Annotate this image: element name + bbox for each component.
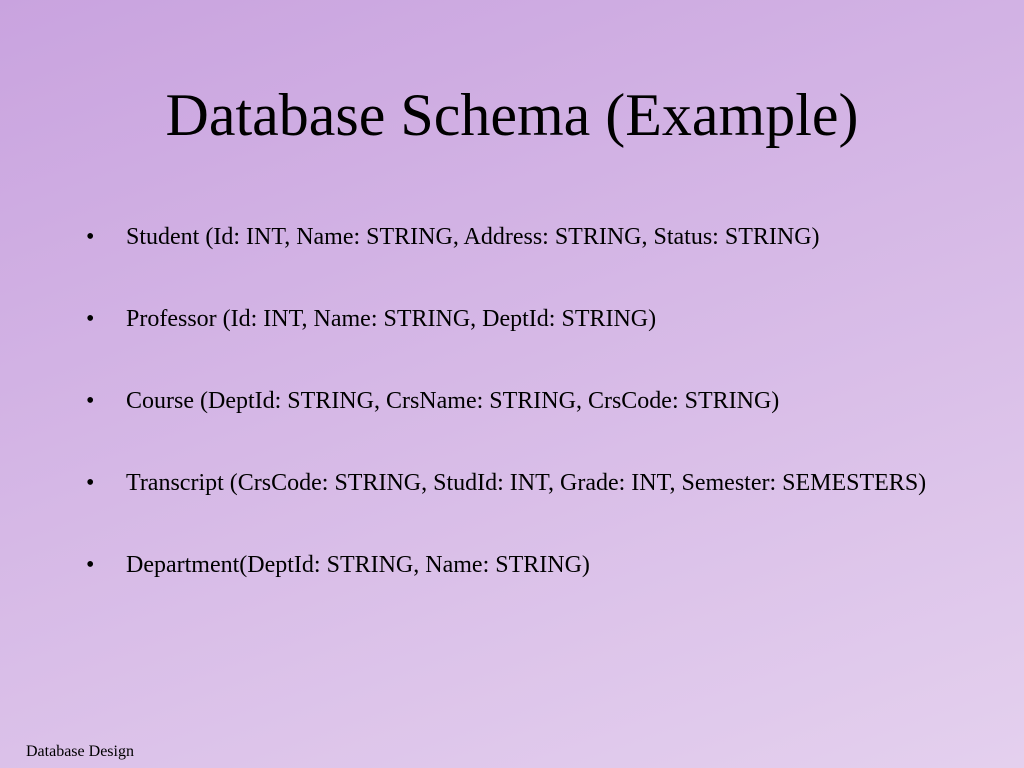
bullet-text: Professor (Id: INT, Name: STRING, DeptId: STRING) [126,306,657,332]
bullet-text: Transcript (CrsCode: STRING, StudId: INT, Grade: INT, Semester: SEMESTERS) [126,470,927,496]
bullet-icon: • [86,306,95,332]
bullet-list [86,220,946,630]
bullet-icon: • [86,552,95,578]
bullet-text: Department(DeptId: STRING, Name: STRING) [126,552,590,578]
bullet-item-professor [86,302,946,336]
bullet-item-student [86,220,946,254]
slide-title: Database Schema (Example) [165,82,859,148]
bullet-icon: • [86,388,95,414]
bullet-item-transcript [86,466,946,500]
slide-footer: Database Design [26,743,134,760]
bullet-item-course [86,384,946,418]
bullet-icon: • [86,224,95,250]
bullet-text: Student (Id: INT, Name: STRING, Address: STRING, Status: STRING) [126,224,820,250]
bullet-text: Course (DeptId: STRING, CrsName: STRING, CrsCode: STRING) [126,388,780,414]
bullet-item-department [86,548,946,582]
bullet-icon: • [86,470,95,496]
